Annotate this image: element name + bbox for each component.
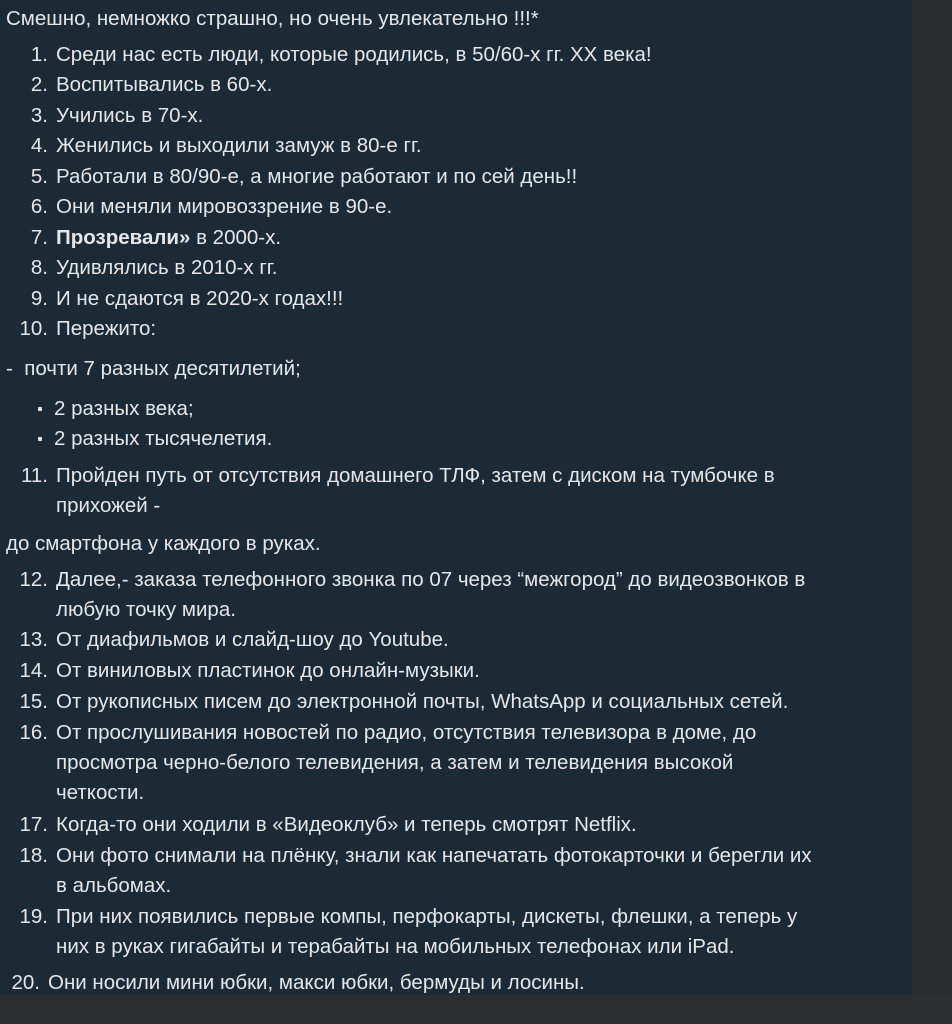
item-text: Воспитывались в 60-х. [56, 73, 273, 96]
item-number: 11. [21, 464, 48, 487]
item-text: Они фото снимали на плёнку, знали как напечатать фотокарточки и берегли их [56, 844, 812, 867]
item-number: 19. [19, 905, 48, 928]
item-text-cont: любую точку мира. [56, 598, 236, 621]
item-text: Учились в 70-х. [56, 104, 204, 127]
item-text-cont: в альбомах. [56, 874, 172, 897]
intro-text: Смешно, немножко страшно, но очень увлекательно !!!* [6, 7, 539, 30]
item-number: 3. [30, 104, 48, 127]
item-number: 17. [19, 813, 48, 836]
dash-line: - почти 7 разных десятилетий; [6, 357, 301, 380]
item-text: Женились и выходили замуж в 80-е гг. [56, 134, 422, 157]
bullet-dot-icon [38, 437, 42, 441]
item-text: От диафильмов и слайд-шоу до Youtube. [56, 628, 449, 651]
right-margin [912, 0, 952, 995]
item-text: Когда-то они ходили в «Видеоклуб» и теперь смотрят Netflix. [56, 813, 637, 836]
bottom-bar [0, 995, 952, 1024]
item-number: 6. [30, 195, 48, 218]
item-text: Пережито: [56, 317, 157, 340]
item-text: Пройден путь от отсутствия домашнего ТЛФ, затем с диском на тумбочке в [56, 464, 775, 487]
item-text: При них появились первые компы, перфокарты, дискеты, флешки, а теперь у [56, 905, 798, 928]
item-number: 2. [30, 73, 48, 96]
item-text: Далее,- заказа телефонного звонка по 07 через “межгород” до видеозвонков в [56, 568, 806, 591]
item-text-cont: четкости. [56, 781, 145, 804]
item-text: От виниловых пластинок до онлайн-музыки. [56, 659, 480, 682]
item-number: 14. [19, 659, 48, 682]
item-number: 1. [30, 43, 48, 66]
item-rest-text: в 2000-х. [190, 226, 282, 249]
item-text: От рукописных писем до электронной почты, WhatsApp и социальных сетей. [56, 690, 789, 713]
item-text: И не сдаются в 2020-х годах!!! [56, 287, 344, 310]
item-number: 20. [11, 971, 40, 994]
item-number: 16. [19, 721, 48, 744]
item-bold-text: Прозревали» [56, 226, 191, 249]
item-text: От прослушивания новостей по радио, отсутствия телевизора в доме, до [56, 721, 757, 744]
item-text-cont: просмотра черно-белого телевидения, а затем и телевидения высокой [56, 751, 734, 774]
item-number: 5. [30, 165, 48, 188]
item-number: 15. [19, 690, 48, 713]
bullet-text: 2 разных века; [54, 397, 194, 420]
item-number: 10. [19, 317, 48, 340]
item-number: 12. [19, 568, 48, 591]
item-text: Работали в 80/90-е, а многие работают и по сей день!! [56, 165, 578, 188]
item-text: Удивлялись в 2010-х гг. [56, 256, 278, 279]
continuation-text: до смартфона у каждого в руках. [6, 532, 321, 555]
item-number: 8. [30, 256, 48, 279]
item-text: Они носили мини юбки, макси юбки, бермуды и лосины. [48, 971, 585, 994]
item-text: Они меняли мировоззрение в 90-е. [56, 195, 393, 218]
item-text-cont: прихожей - [56, 494, 161, 517]
item-number: 18. [19, 844, 48, 867]
bullet-dot-icon [38, 407, 42, 411]
item-text-cont: них в руках гигабайты и терабайты на мобильных телефонах или iPad. [56, 935, 735, 958]
bullet-text: 2 разных тысячелетия. [54, 427, 273, 450]
item-text: Среди нас есть люди, которые родились, в 50/60-х гг. XX века! [56, 43, 652, 66]
item-number: 13. [19, 628, 48, 651]
item-number: 4. [30, 134, 48, 157]
item-text [56, 223, 281, 254]
item-number: 9. [30, 287, 48, 310]
item-number: 7. [30, 226, 48, 249]
